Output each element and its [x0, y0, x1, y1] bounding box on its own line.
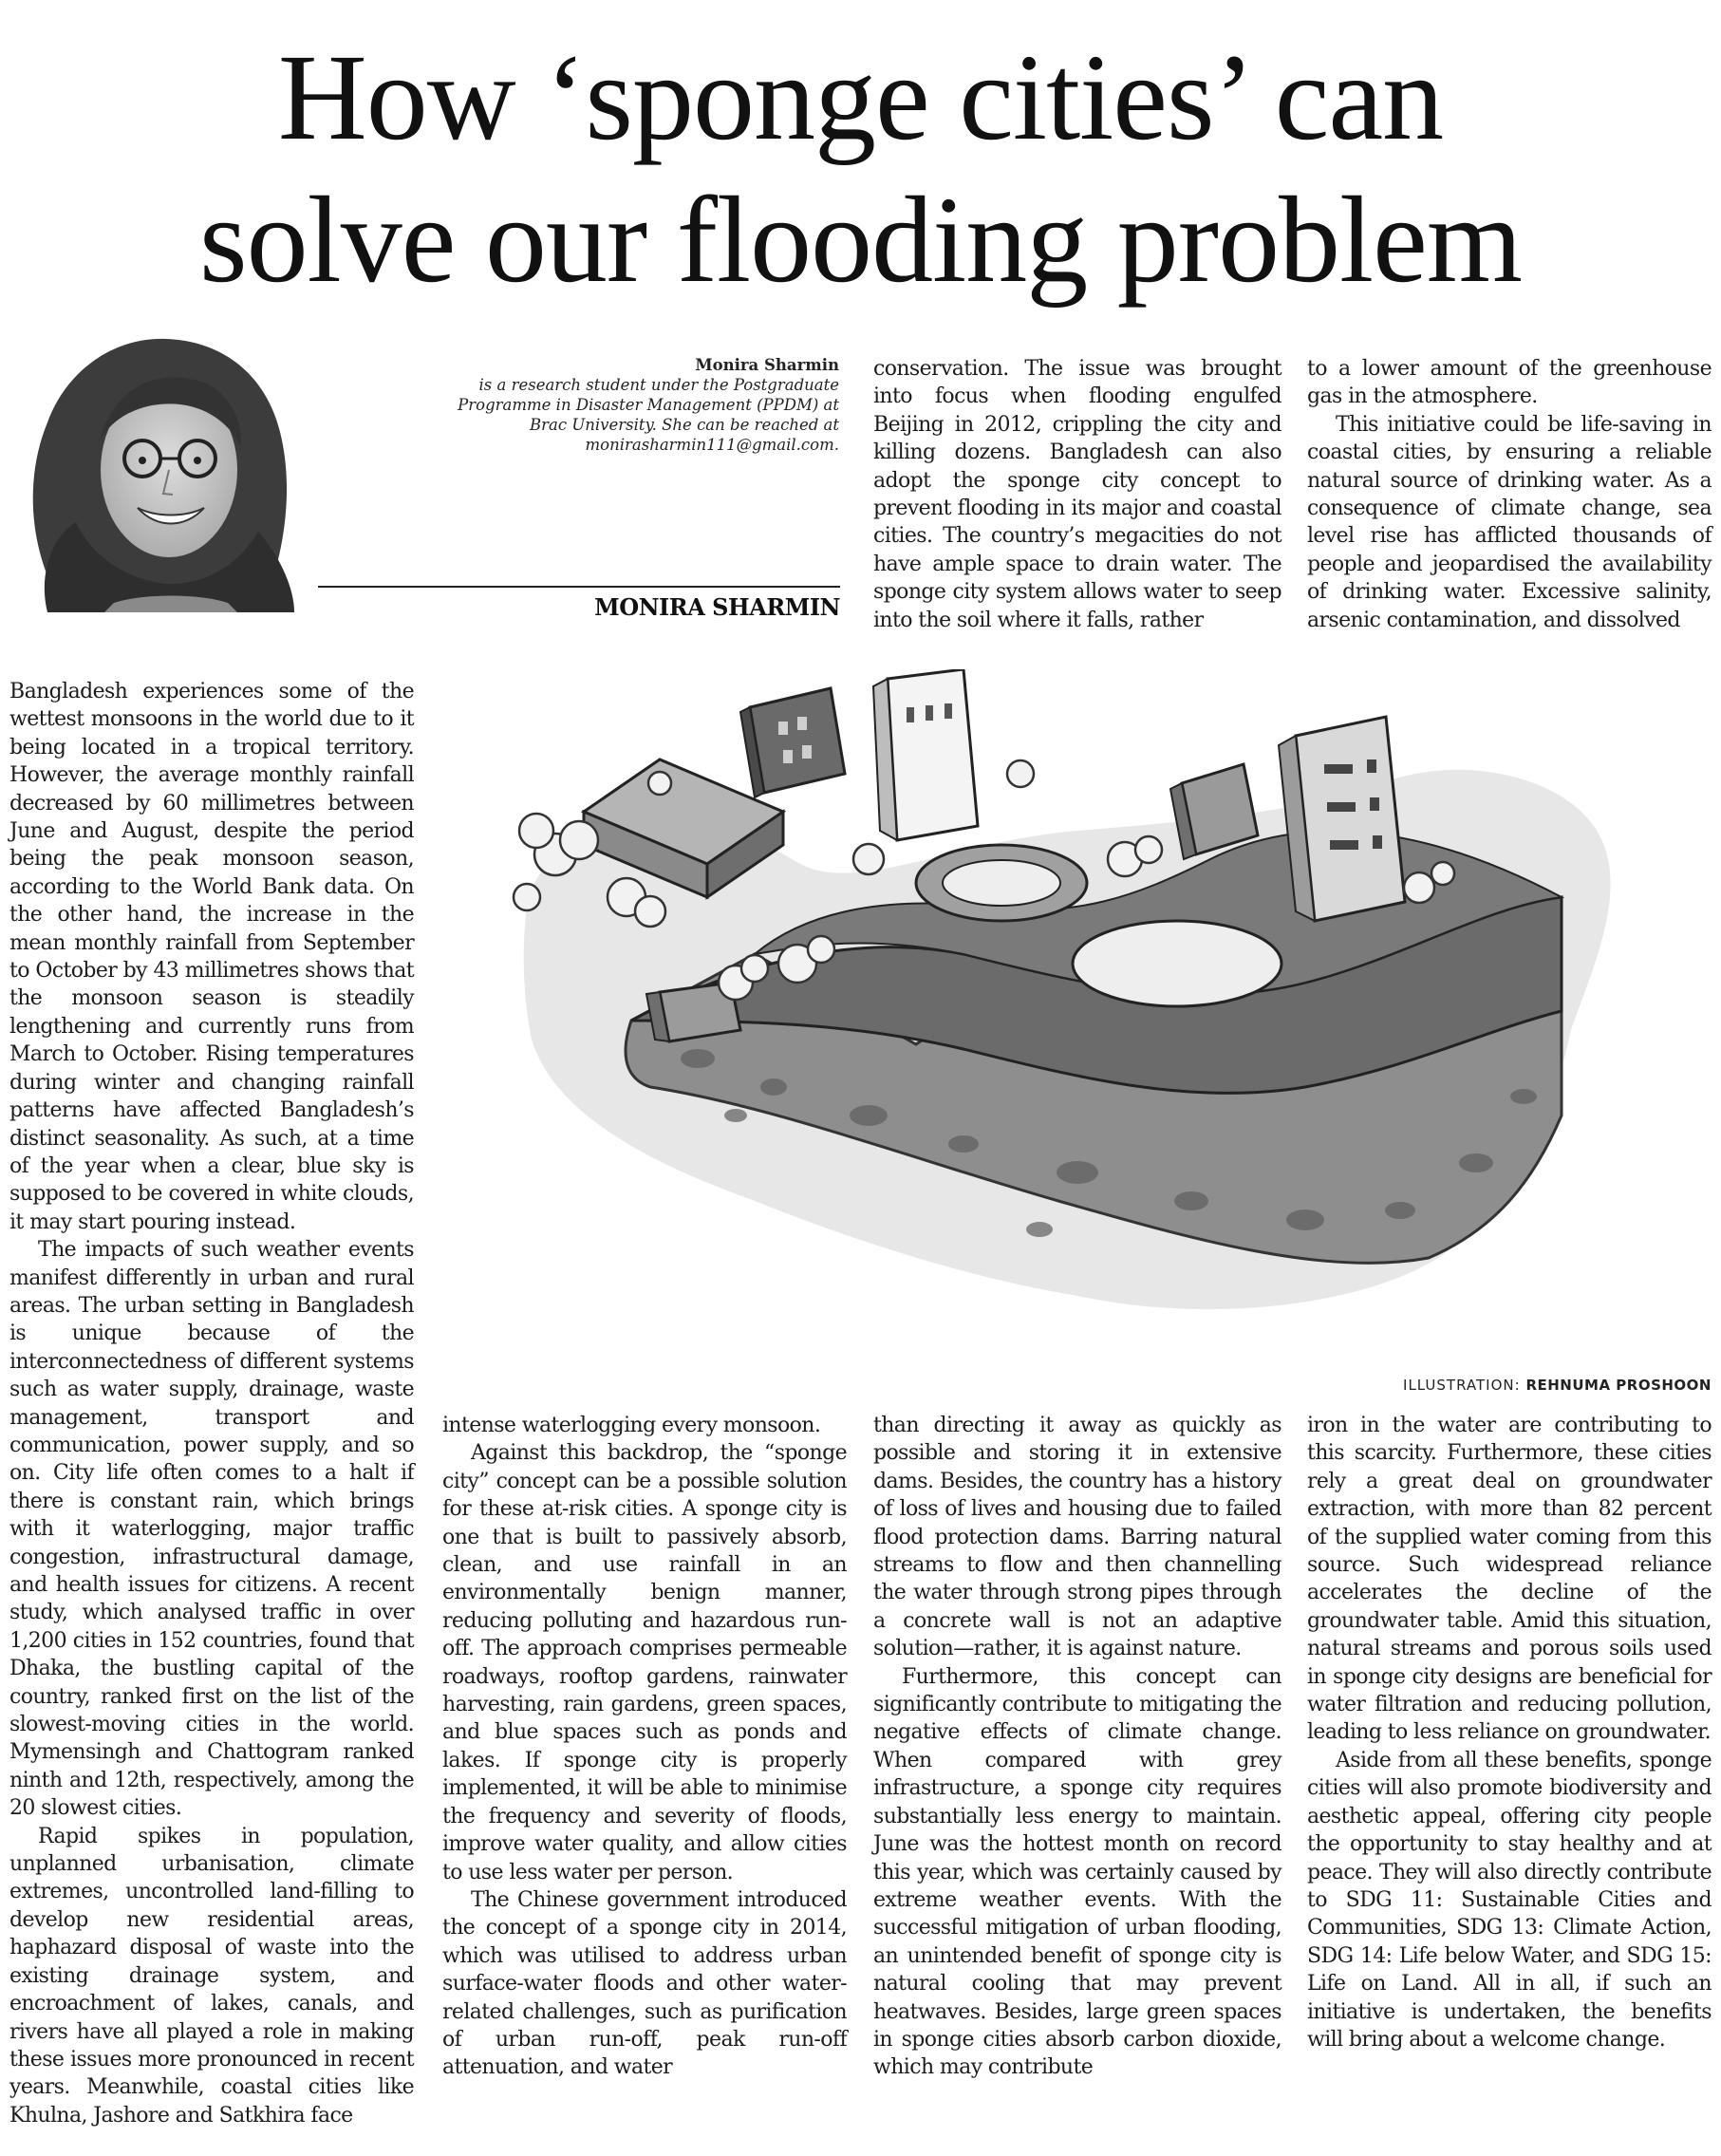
paragraph: than directing it away as quickly as possible and storing it in extensive dams. Besides, the country has a history of loss of lives and housing due to failed flood protection dams. Barring natural streams to flow and then channelling the water through strong pipes through a concrete wall is not an adaptive solution—rather, it is against nature. [873, 1414, 1281, 1661]
bio-name: Monira Sharmin [695, 356, 839, 374]
credit-name: REHNUMA PROSHOON [1525, 1377, 1712, 1394]
paragraph: This initiative could be life-saving in coastal cities, by ensuring a reliable natural source of drinking water. As a consequence of climate change, sea level rise has afflicted thousands of people and jeopardised the availability of drinking water. Excessive salinity, arsenic contamination, and dissolved [1307, 412, 1712, 632]
byline: MONIRA SHARMIN [594, 593, 840, 621]
bio-text: is a research student under the Postgraduate Programme in Disaster Management (PPDM) at Brac University. She can be reached at monirasharmin111@gmail.com. [458, 376, 839, 454]
article-column-4-bottom [1307, 1412, 1712, 2053]
credit-label: ILLUSTRATION: [1403, 1377, 1521, 1394]
paragraph: intense waterlogging every monsoon. [442, 1414, 821, 1437]
article-column-1 [9, 678, 414, 2129]
paragraph: conservation. The issue was brought into focus when flooding engulfed Beijing in 2012, crippling the city and killing dozens. Bangladesh can also adopt the sponge city concept to prevent flooding in its major and coastal cities. The country’s megacities do not have ample space to drain water. The sponge city system allows water to seep into the soil where it falls, rather [873, 357, 1281, 632]
paragraph: Furthermore, this concept can significantly contribute to mitigating the negative effects of climate change. When compared with grey infrastructure, a sponge city requires substantially less energy to maintain. June was the hottest month on record this year, which was certainly caused by extreme weather events. With the successful mitigation of urban flooding, an unintended benefit of sponge city is natural cooling that may prevent heatwaves. Besides, large green spaces in sponge cities absorb carbon dioxide, which may contribute [873, 1664, 1281, 2080]
paragraph: Bangladesh experiences some of the wettest monsoons in the world due to it being located in a tropical territory. However, the average monthly rainfall decreased by 60 millimetres between June and August, despite the period being the peak monsoon season, according to the World Bank data. On the other hand, the increase in the mean monthly rainfall from September to October by 43 millimetres shows that the monsoon season is steadily lengthening and currently runs from March to October. Rising temperatures during winter and changing rainfall patterns have affected Bangladesh’s distinct seasonality. As such, at a time of the year when a clear, blue sky is supposed to be covered in white clouds, it may start pouring instead. [9, 680, 414, 1234]
headline-line-2: solve our flooding problem [199, 172, 1522, 309]
paragraph: Aside from all these benefits, sponge cities will also promote biodiversity and aesthetic appeal, offering city people the opportunity to stay healthy and at peace. They will also directly contribute to SDG 11: Sustainable Cities and Communities, SDG 13: Climate Action, SDG 14: Life below Water, and SDG 15: Life on Land. All in all, if such an initiative is undertaken, the benefits will bring about a welcome change. [1307, 1748, 1712, 2052]
paragraph: iron in the water are contributing to this scarcity. Furthermore, these cities rely a great deal on groundwater extraction, with more than 82 percent of the supplied water coming from this source. Such widespread reliance accelerates the decline of the groundwater table. Amid this situation, natural streams and porous soils used in sponge city designs are beneficial for water filtration and reducing pollution, leading to less reliance on groundwater. [1307, 1414, 1712, 1745]
article-column-2 [442, 1412, 847, 2082]
paragraph: Against this backdrop, the “sponge city” concept can be a possible solution for these at-risk cities. A sponge city is one that is built to passively absorb, clean, and use rainfall in an environmentally benign manner, reducing polluting and hazardous run-off. The approach comprises permeable roadways, rooftop gardens, rainwater harvesting, rain gardens, green spaces, and blue spaces such as ponds and lakes. If sponge city is properly implemented, it will be able to minimise the frequency and severity of floods, improve water quality, and allow cities to use less water per person. [442, 1441, 847, 1884]
headline-line-1: How ‘sponge cities’ can [277, 29, 1444, 166]
illustration-credit [1403, 1377, 1712, 1394]
paragraph: The impacts of such weather events manifest differently in urban and rural areas. The urban setting in Bangladesh is unique because of the interconnectedness of different systems such as water supply, drainage, waste management, transport and communication, power supply, and so on. City life often comes to a halt if there is constant rain, which brings with it waterlogging, major traffic congestion, infrastructural damage, and health issues for citizens. A recent study, which analysed traffic in over 1,200 cities in 152 countries, found that Dhaka, the bustling capital of the country, ranked first on the list of the slowest-moving cities in the world. Mymensingh and Chattogram ranked ninth and 12th, respectively, among the 20 slowest cities. [9, 1238, 414, 1821]
article-column-4-top [1307, 355, 1712, 634]
author-bio [427, 355, 839, 455]
article-column-3-top [873, 355, 1281, 634]
paragraph: to a lower amount of the greenhouse gas in the atmosphere. [1307, 357, 1712, 409]
sponge-city-illustration [470, 669, 1719, 1356]
paragraph: Rapid spikes in population, unplanned urbanisation, climate extremes, uncontrolled land-filling to develop new residential areas, haphazard disposal of waste into the existing drainage system, and encroachment of lakes, canals, and rivers have all played a role in making these issues more pronounced in recent years. Meanwhile, coastal cities like Khulna, Jashore and Satkhira face [9, 1824, 414, 2128]
headline [38, 27, 1683, 311]
article-column-3-bottom [873, 1412, 1281, 2082]
paragraph: The Chinese government introduced the concept of a sponge city in 2014, which was utilised to address urban surface-water floods and other water-related challenges, such as purification of urban run-off, peak run-off attenuation, and water [442, 1887, 847, 2080]
byline-rule [318, 586, 840, 588]
author-photo [9, 318, 325, 612]
